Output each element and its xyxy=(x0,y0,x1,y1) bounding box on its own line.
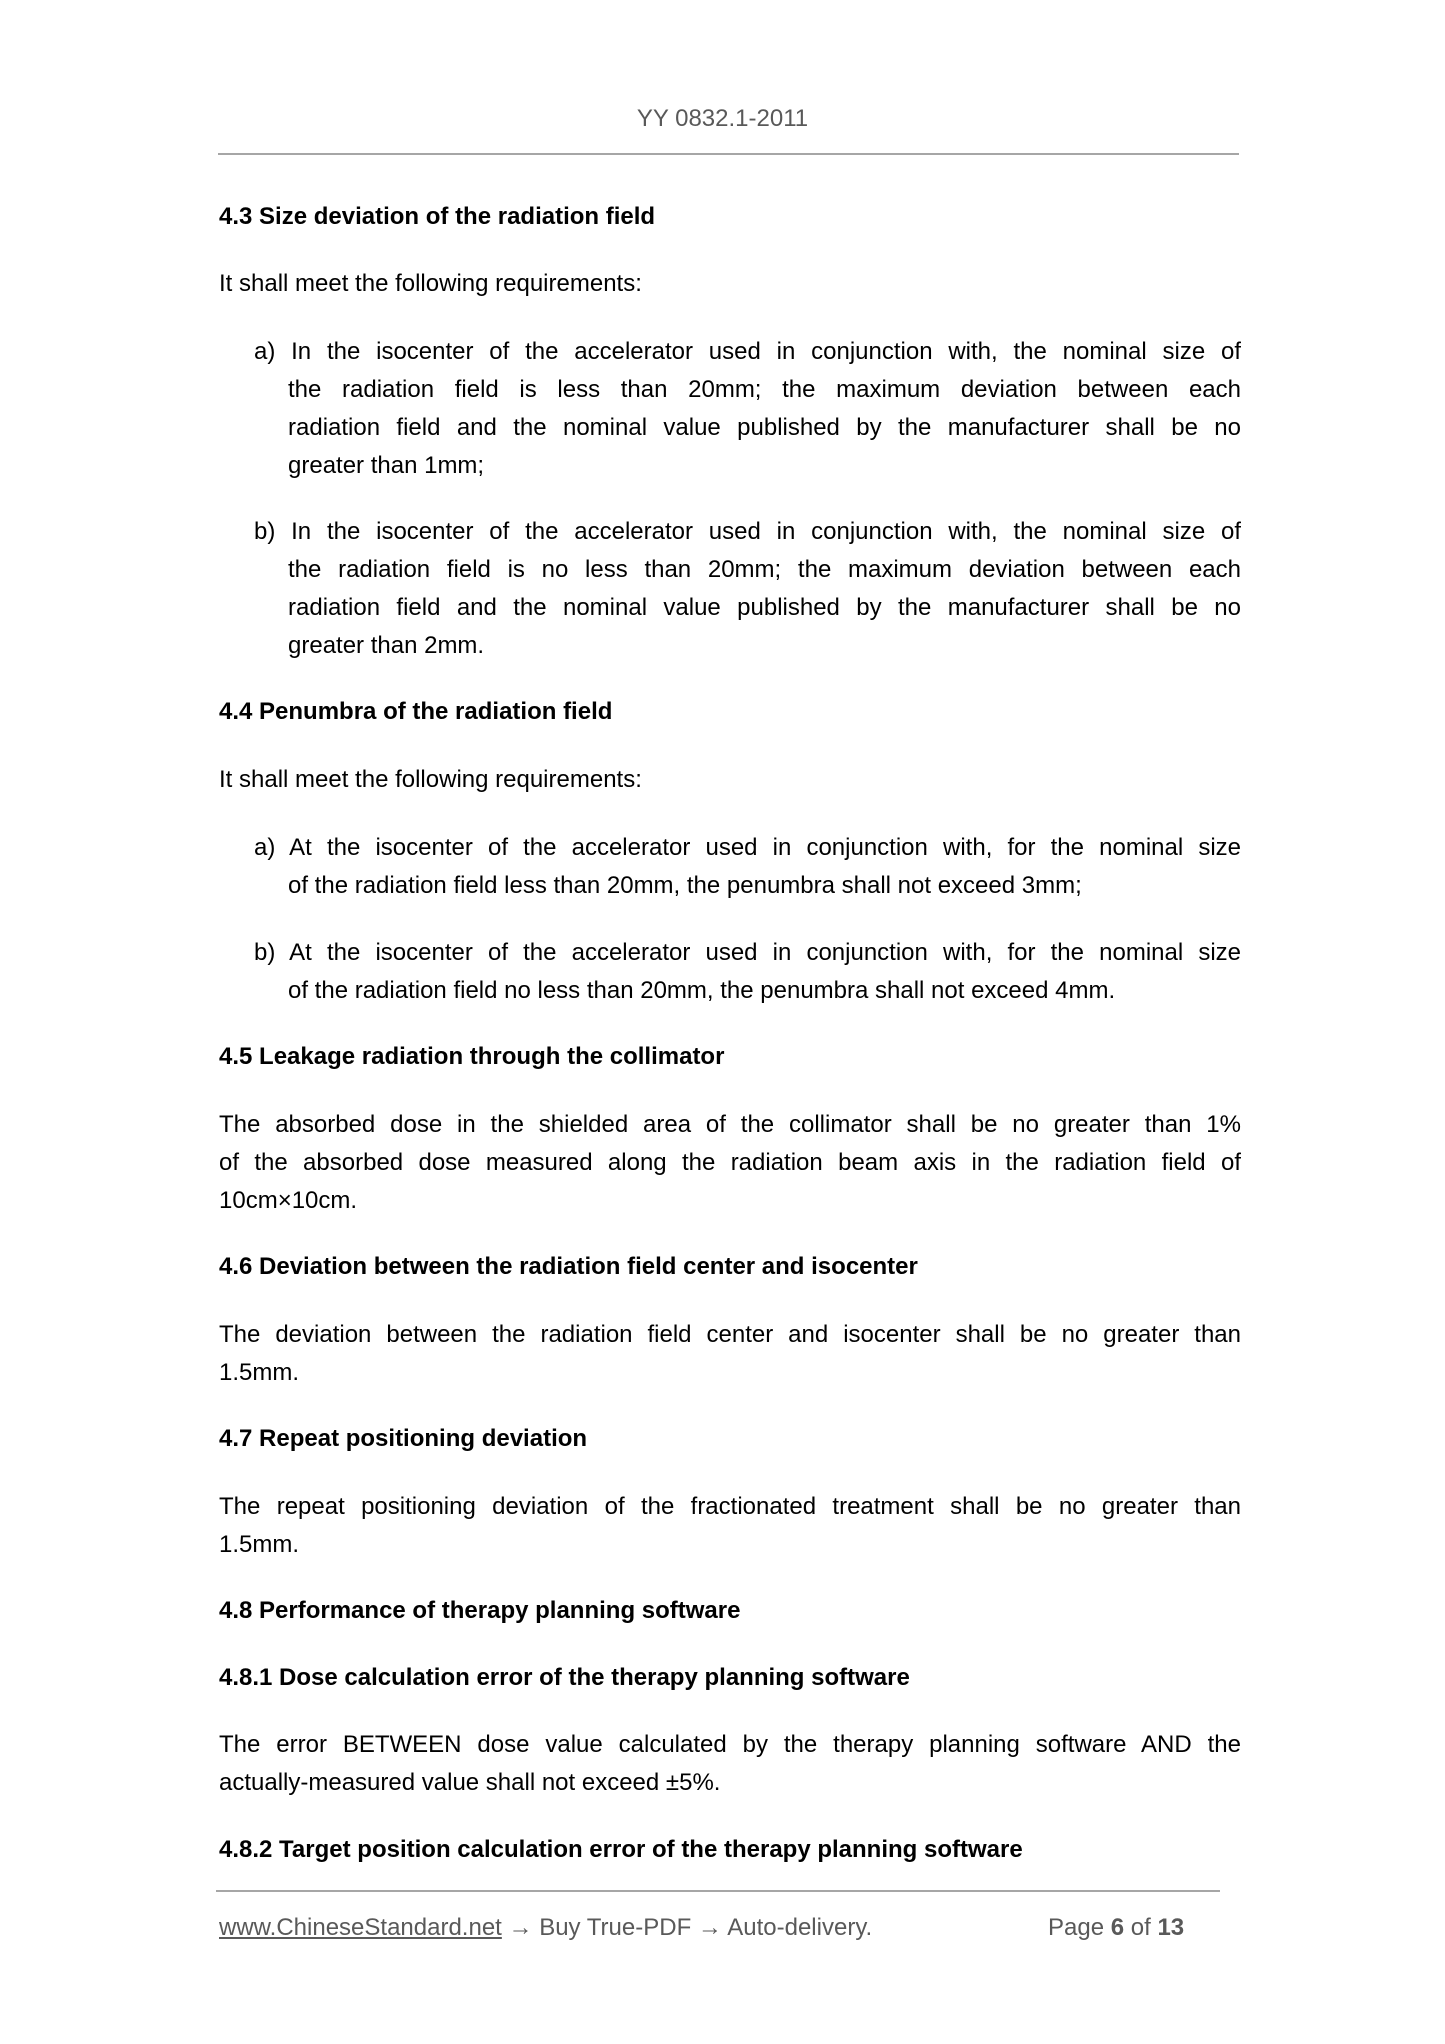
website-link[interactable]: www.ChineseStandard.net xyxy=(219,1914,502,1941)
section-heading-4-8-1: 4.8.1 Dose calculation error of the therapy planning software xyxy=(219,1664,910,1691)
page-number xyxy=(1048,1913,1184,1943)
page-current: 6 xyxy=(1110,1914,1125,1941)
paragraph-line: 1.5mm. xyxy=(219,1359,300,1386)
list-item-line: the radiation field is no less than 20mm; the maximum deviation between each xyxy=(288,556,1241,583)
list-item-line: of the radiation field less than 20mm, the penumbra shall not exceed 3mm; xyxy=(288,872,1082,899)
footer-divider xyxy=(216,1890,1220,1892)
arrow-right-icon: → xyxy=(697,1914,722,1941)
section-heading-4-5: 4.5 Leakage radiation through the collimator xyxy=(219,1043,725,1070)
header-divider xyxy=(218,153,1239,155)
list-item-line: a) At the isocenter of the accelerator used in conjunction with, for the nominal size xyxy=(254,834,1241,861)
paragraph-line: The deviation between the radiation field center and isocenter shall be no greater than xyxy=(219,1321,1241,1348)
page-total: 13 xyxy=(1157,1914,1185,1941)
list-item-line: greater than 1mm; xyxy=(288,452,485,479)
list-item-line: of the radiation field no less than 20mm, the penumbra shall not exceed 4mm. xyxy=(288,977,1116,1004)
section-heading-4-6: 4.6 Deviation between the radiation field center and isocenter xyxy=(219,1253,918,1280)
paragraph-line: 1.5mm. xyxy=(219,1531,300,1558)
document-id: YY 0832.1-2011 xyxy=(636,105,809,132)
arrow-right-icon: → xyxy=(508,1914,533,1941)
paragraph-line: 10cm×10cm. xyxy=(219,1187,358,1214)
section-heading-4-4: 4.4 Penumbra of the radiation field xyxy=(219,698,613,725)
buy-text: Buy True-PDF xyxy=(539,1914,692,1941)
footer-promo xyxy=(219,1913,872,1943)
page-label: Page xyxy=(1048,1914,1105,1941)
section-heading-4-7: 4.7 Repeat positioning deviation xyxy=(219,1425,588,1452)
list-item-line: b) At the isocenter of the accelerator used in conjunction with, for the nominal size xyxy=(254,939,1241,966)
paragraph-line: The repeat positioning deviation of the fractionated treatment shall be no greater than xyxy=(219,1493,1241,1520)
page-of: of xyxy=(1130,1914,1151,1941)
section-intro: It shall meet the following requirements: xyxy=(219,270,642,297)
paragraph-line: The absorbed dose in the shielded area of the collimator shall be no greater than 1% xyxy=(219,1111,1241,1138)
list-item-line: a) In the isocenter of the accelerator used in conjunction with, the nominal size of xyxy=(254,338,1241,365)
list-item-line: the radiation field is less than 20mm; the maximum deviation between each xyxy=(288,376,1241,403)
delivery-text: Auto-delivery. xyxy=(727,1914,873,1941)
section-heading-4-8-2: 4.8.2 Target position calculation error of the therapy planning software xyxy=(219,1836,1023,1863)
section-heading-4-3: 4.3 Size deviation of the radiation field xyxy=(219,203,656,230)
list-item-line: radiation field and the nominal value published by the manufacturer shall be no xyxy=(288,414,1241,441)
list-item-line: b) In the isocenter of the accelerator used in conjunction with, the nominal size of xyxy=(254,518,1241,545)
list-item-line: radiation field and the nominal value published by the manufacturer shall be no xyxy=(288,594,1241,621)
section-intro: It shall meet the following requirements: xyxy=(219,766,642,793)
list-item-line: greater than 2mm. xyxy=(288,632,485,659)
paragraph-line: The error BETWEEN dose value calculated by the therapy planning software AND the xyxy=(219,1731,1241,1758)
section-heading-4-8: 4.8 Performance of therapy planning software xyxy=(219,1597,741,1624)
paragraph-line: actually-measured value shall not exceed ±5%. xyxy=(219,1769,721,1796)
paragraph-line: of the absorbed dose measured along the radiation beam axis in the radiation field of xyxy=(219,1149,1241,1176)
